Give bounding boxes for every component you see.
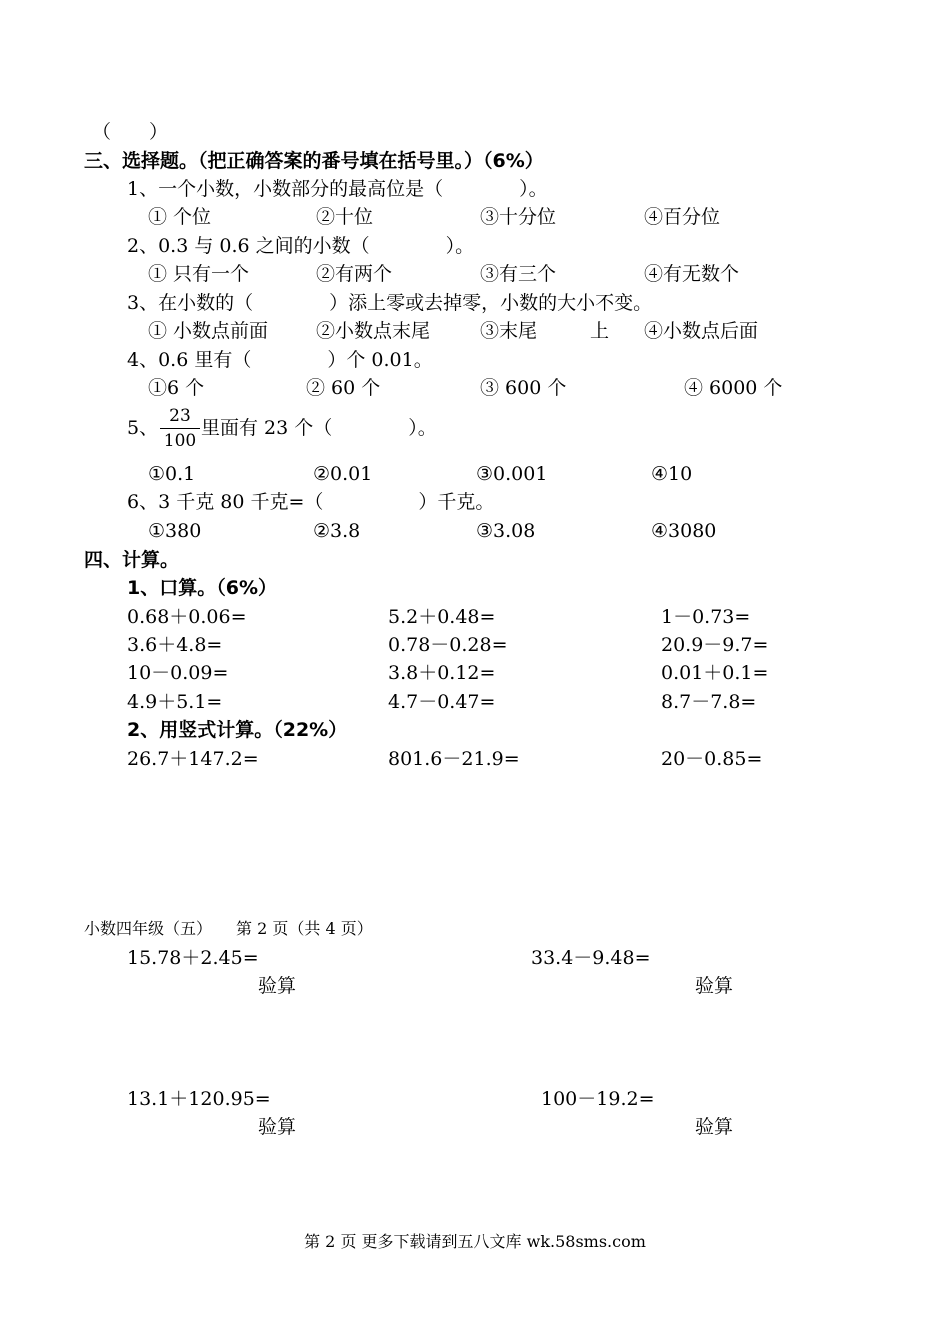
fraction-denominator: 100	[163, 431, 197, 451]
q4-option-1: ①6 个	[148, 377, 205, 399]
oral-item: 1－0.73=	[661, 606, 751, 628]
answer-blank: （ ）	[92, 121, 169, 143]
vertical-item: 13.1＋120.95=	[127, 1088, 271, 1110]
oral-item: 3.6＋4.8=	[127, 634, 223, 656]
q3-option-3: ③末尾	[480, 320, 538, 342]
q3-option-4: ④小数点后面	[644, 320, 759, 342]
fraction	[160, 405, 200, 452]
question-6: 6、3 千克 80 千克=（ ）千克。	[127, 491, 495, 513]
q5-option-1: ①0.1	[148, 463, 196, 485]
oral-item: 3.8＋0.12=	[388, 662, 496, 684]
q1-option-2: ②十位	[316, 206, 374, 228]
vertical-item: 801.6－21.9=	[388, 748, 520, 770]
question-3: 3、在小数的（ ）添上零或去掉零，小数的大小不变。	[127, 292, 653, 314]
q6-option-1: ①380	[148, 520, 202, 542]
check-label: 验算	[258, 975, 297, 997]
section-title-choice: 三、选择题。（把正确答案的番号填在括号里。）（6%）	[84, 150, 544, 172]
q2-option-3: ③有三个	[480, 263, 557, 285]
check-label: 验算	[695, 1116, 734, 1138]
q2-option-4: ④有无数个	[644, 263, 740, 285]
question-5: 里面有 23 个（ ）。	[201, 417, 437, 439]
question-1: 1、一个小数，小数部分的最高位是（ ）。	[127, 178, 548, 200]
vertical-item: 15.78＋2.45=	[127, 947, 259, 969]
question-4: 4、0.6 里有（ ）个 0.01。	[127, 349, 433, 371]
vertical-item: 33.4－9.48=	[531, 947, 651, 969]
oral-item: 0.68＋0.06=	[127, 606, 247, 628]
fraction-numerator: 23	[169, 406, 191, 426]
section-title-calc: 四、计算。	[84, 549, 180, 571]
oral-calc-title: 1、口算。（6%）	[127, 577, 277, 599]
q1-option-4: ④百分位	[644, 206, 721, 228]
q2-option-1: ① 只有一个	[148, 263, 250, 285]
oral-item: 0.78－0.28=	[388, 634, 508, 656]
q3-option-1: ① 小数点前面	[148, 320, 269, 342]
q1-option-1: ① 个位	[148, 206, 212, 228]
q4-option-2: ② 60 个	[306, 377, 381, 399]
q6-option-4: ④3080	[651, 520, 717, 542]
question-5-prefix: 5、	[127, 417, 159, 439]
q5-option-3: ③0.001	[476, 463, 548, 485]
q1-option-3: ③十分位	[480, 206, 557, 228]
q4-option-3: ③ 600 个	[480, 377, 567, 399]
vertical-item: 26.7＋147.2=	[127, 748, 259, 770]
q3-option-2: ②小数点末尾	[316, 320, 431, 342]
q2-option-2: ②有两个	[316, 263, 393, 285]
oral-item: 20.9－9.7=	[661, 634, 769, 656]
q6-option-3: ③3.08	[476, 520, 536, 542]
check-label: 验算	[258, 1116, 297, 1138]
oral-item: 8.7－7.8=	[661, 691, 757, 713]
check-label: 验算	[695, 975, 734, 997]
oral-item: 10－0.09=	[127, 662, 229, 684]
oral-item: 0.01＋0.1=	[661, 662, 769, 684]
q3-stray-text: 上	[590, 320, 610, 342]
vertical-item: 20－0.85=	[661, 748, 763, 770]
q5-option-2: ②0.01	[313, 463, 373, 485]
question-2: 2、0.3 与 0.6 之间的小数（ ）。	[127, 235, 475, 257]
vertical-calc-title: 2、用竖式计算。（22%）	[127, 719, 348, 741]
vertical-item: 100－19.2=	[541, 1088, 655, 1110]
q6-option-2: ②3.8	[313, 520, 361, 542]
page-header: 小数四年级（五） 第 2 页（共 4 页）	[84, 919, 373, 938]
oral-item: 5.2＋0.48=	[388, 606, 496, 628]
oral-item: 4.9＋5.1=	[127, 691, 223, 713]
q4-option-4: ④ 6000 个	[684, 377, 783, 399]
page-footer: 第 2 页 更多下载请到五八文库 wk.58sms.com	[304, 1232, 646, 1251]
fraction-bar	[160, 428, 200, 429]
q5-option-4: ④10	[651, 463, 693, 485]
oral-item: 4.7－0.47=	[388, 691, 496, 713]
